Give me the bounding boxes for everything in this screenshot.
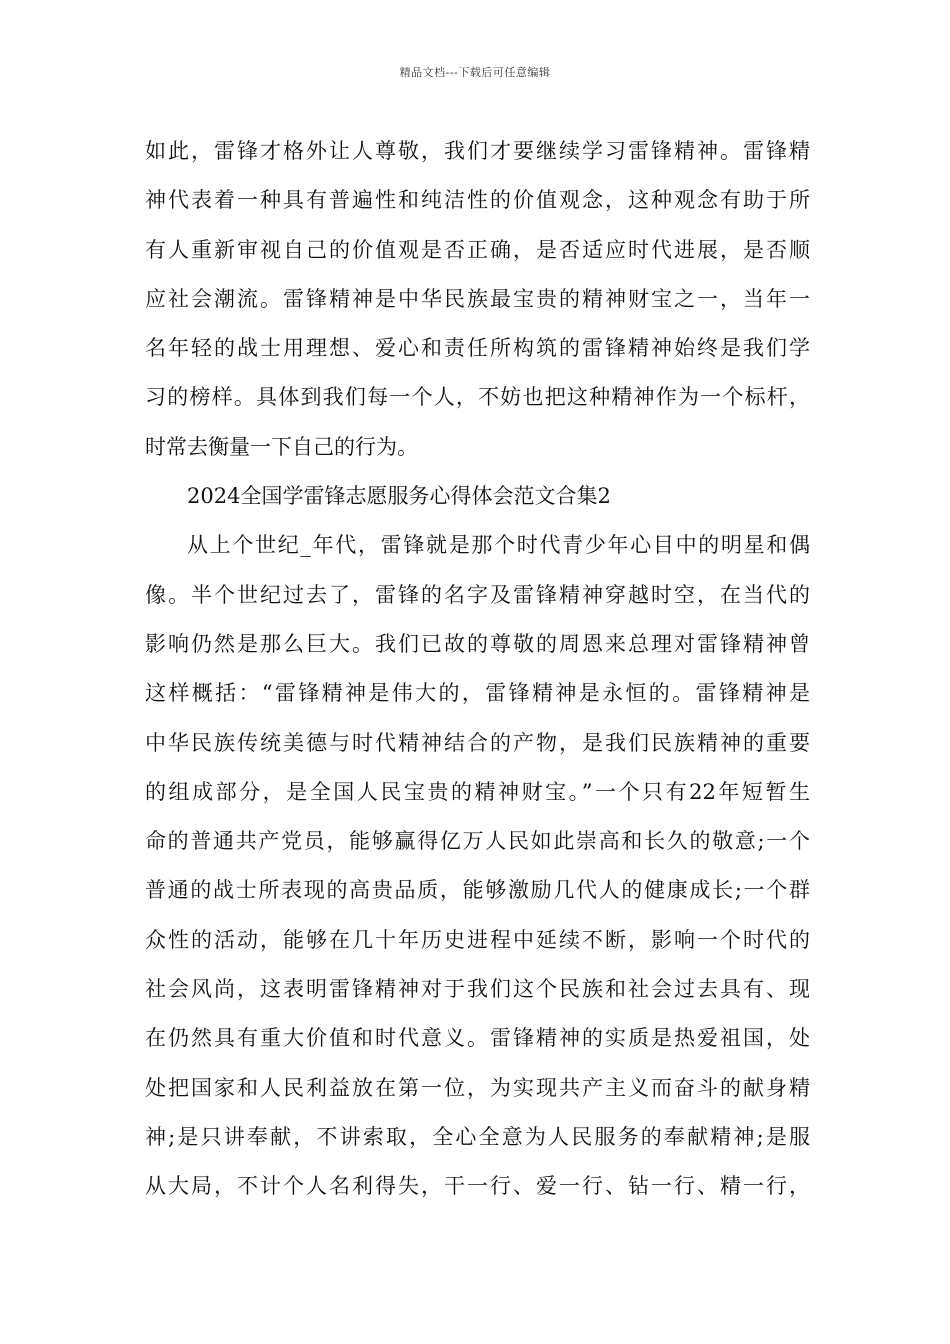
text-line: 应社会潮流。雷锋精神是中华民族最宝贵的精神财宝之一，当年一 — [145, 286, 810, 311]
text-line: 处把国家和人民利益放在第一位，为实现共产主义而奋斗的献身精 — [145, 1075, 810, 1100]
text-line: 像。半个世纪过去了，雷锋的名字及雷锋精神穿越时空，在当代的 — [145, 582, 810, 607]
section-heading: 2024全国学雷锋志愿服务心得体会范文合集2 — [187, 484, 611, 509]
text-line: 中华民族传统美德与时代精神结合的产物，是我们民族精神的重要 — [145, 730, 810, 755]
text-line: 有人重新审视自己的价值观是否正确，是否适应时代进展，是否顺 — [145, 237, 810, 262]
text-line: 如此，雷锋才格外让人尊敬，我们才要继续学习雷锋精神。雷锋精 — [145, 139, 810, 163]
text-line: 社会风尚，这表明雷锋精神对于我们这个民族和社会过去具有、现 — [145, 977, 810, 1002]
text-line: 众性的活动，能够在几十年历史进程中延续不断，影响一个时代的 — [145, 927, 810, 952]
document-body — [145, 127, 810, 1212]
text-line: 在仍然具有重大价值和时代意义。雷锋精神的实质是热爱祖国，处 — [145, 1026, 810, 1051]
text-line: 神;是只讲奉献，不讲索取，全心全意为人民服务的奉献精神;是服 — [145, 1124, 810, 1149]
page-header: 精品文档---下载后可任意编辑 — [399, 66, 551, 79]
text-line: 神代表着一种具有普遍性和纯洁性的价值观念，这种观念有助于所 — [145, 188, 810, 213]
text-line: 时常去衡量一下自己的行为。 — [145, 434, 418, 459]
text-line: 这样概括：“雷锋精神是伟大的，雷锋精神是永恒的。雷锋精神是 — [145, 681, 810, 706]
text-line: 名年轻的战士用理想、爱心和责任所构筑的雷锋精神始终是我们学 — [145, 336, 810, 361]
text-line: 从上个世纪_年代，雷锋就是那个时代青少年心目中的明星和偶 — [187, 533, 810, 558]
text-line: 的组成部分，是全国人民宝贵的精神财宝。”一个只有22年短暂生 — [145, 779, 810, 804]
text-line: 命的普通共产党员，能够赢得亿万人民如此崇高和长久的敬意;一个 — [145, 829, 810, 854]
text-line: 习的榜样。具体到我们每一个人，不妨也把这种精神作为一个标杆， — [145, 385, 810, 410]
text-line: 从大局，不计个人名利得失，干一行、爱一行、钻一行、精一行， — [145, 1174, 810, 1199]
text-line: 普通的战士所表现的高贵品质，能够激励几代人的健康成长;一个群 — [145, 878, 810, 903]
text-line: 影响仍然是那么巨大。我们已故的尊敬的周恩来总理对雷锋精神曾 — [145, 631, 810, 656]
